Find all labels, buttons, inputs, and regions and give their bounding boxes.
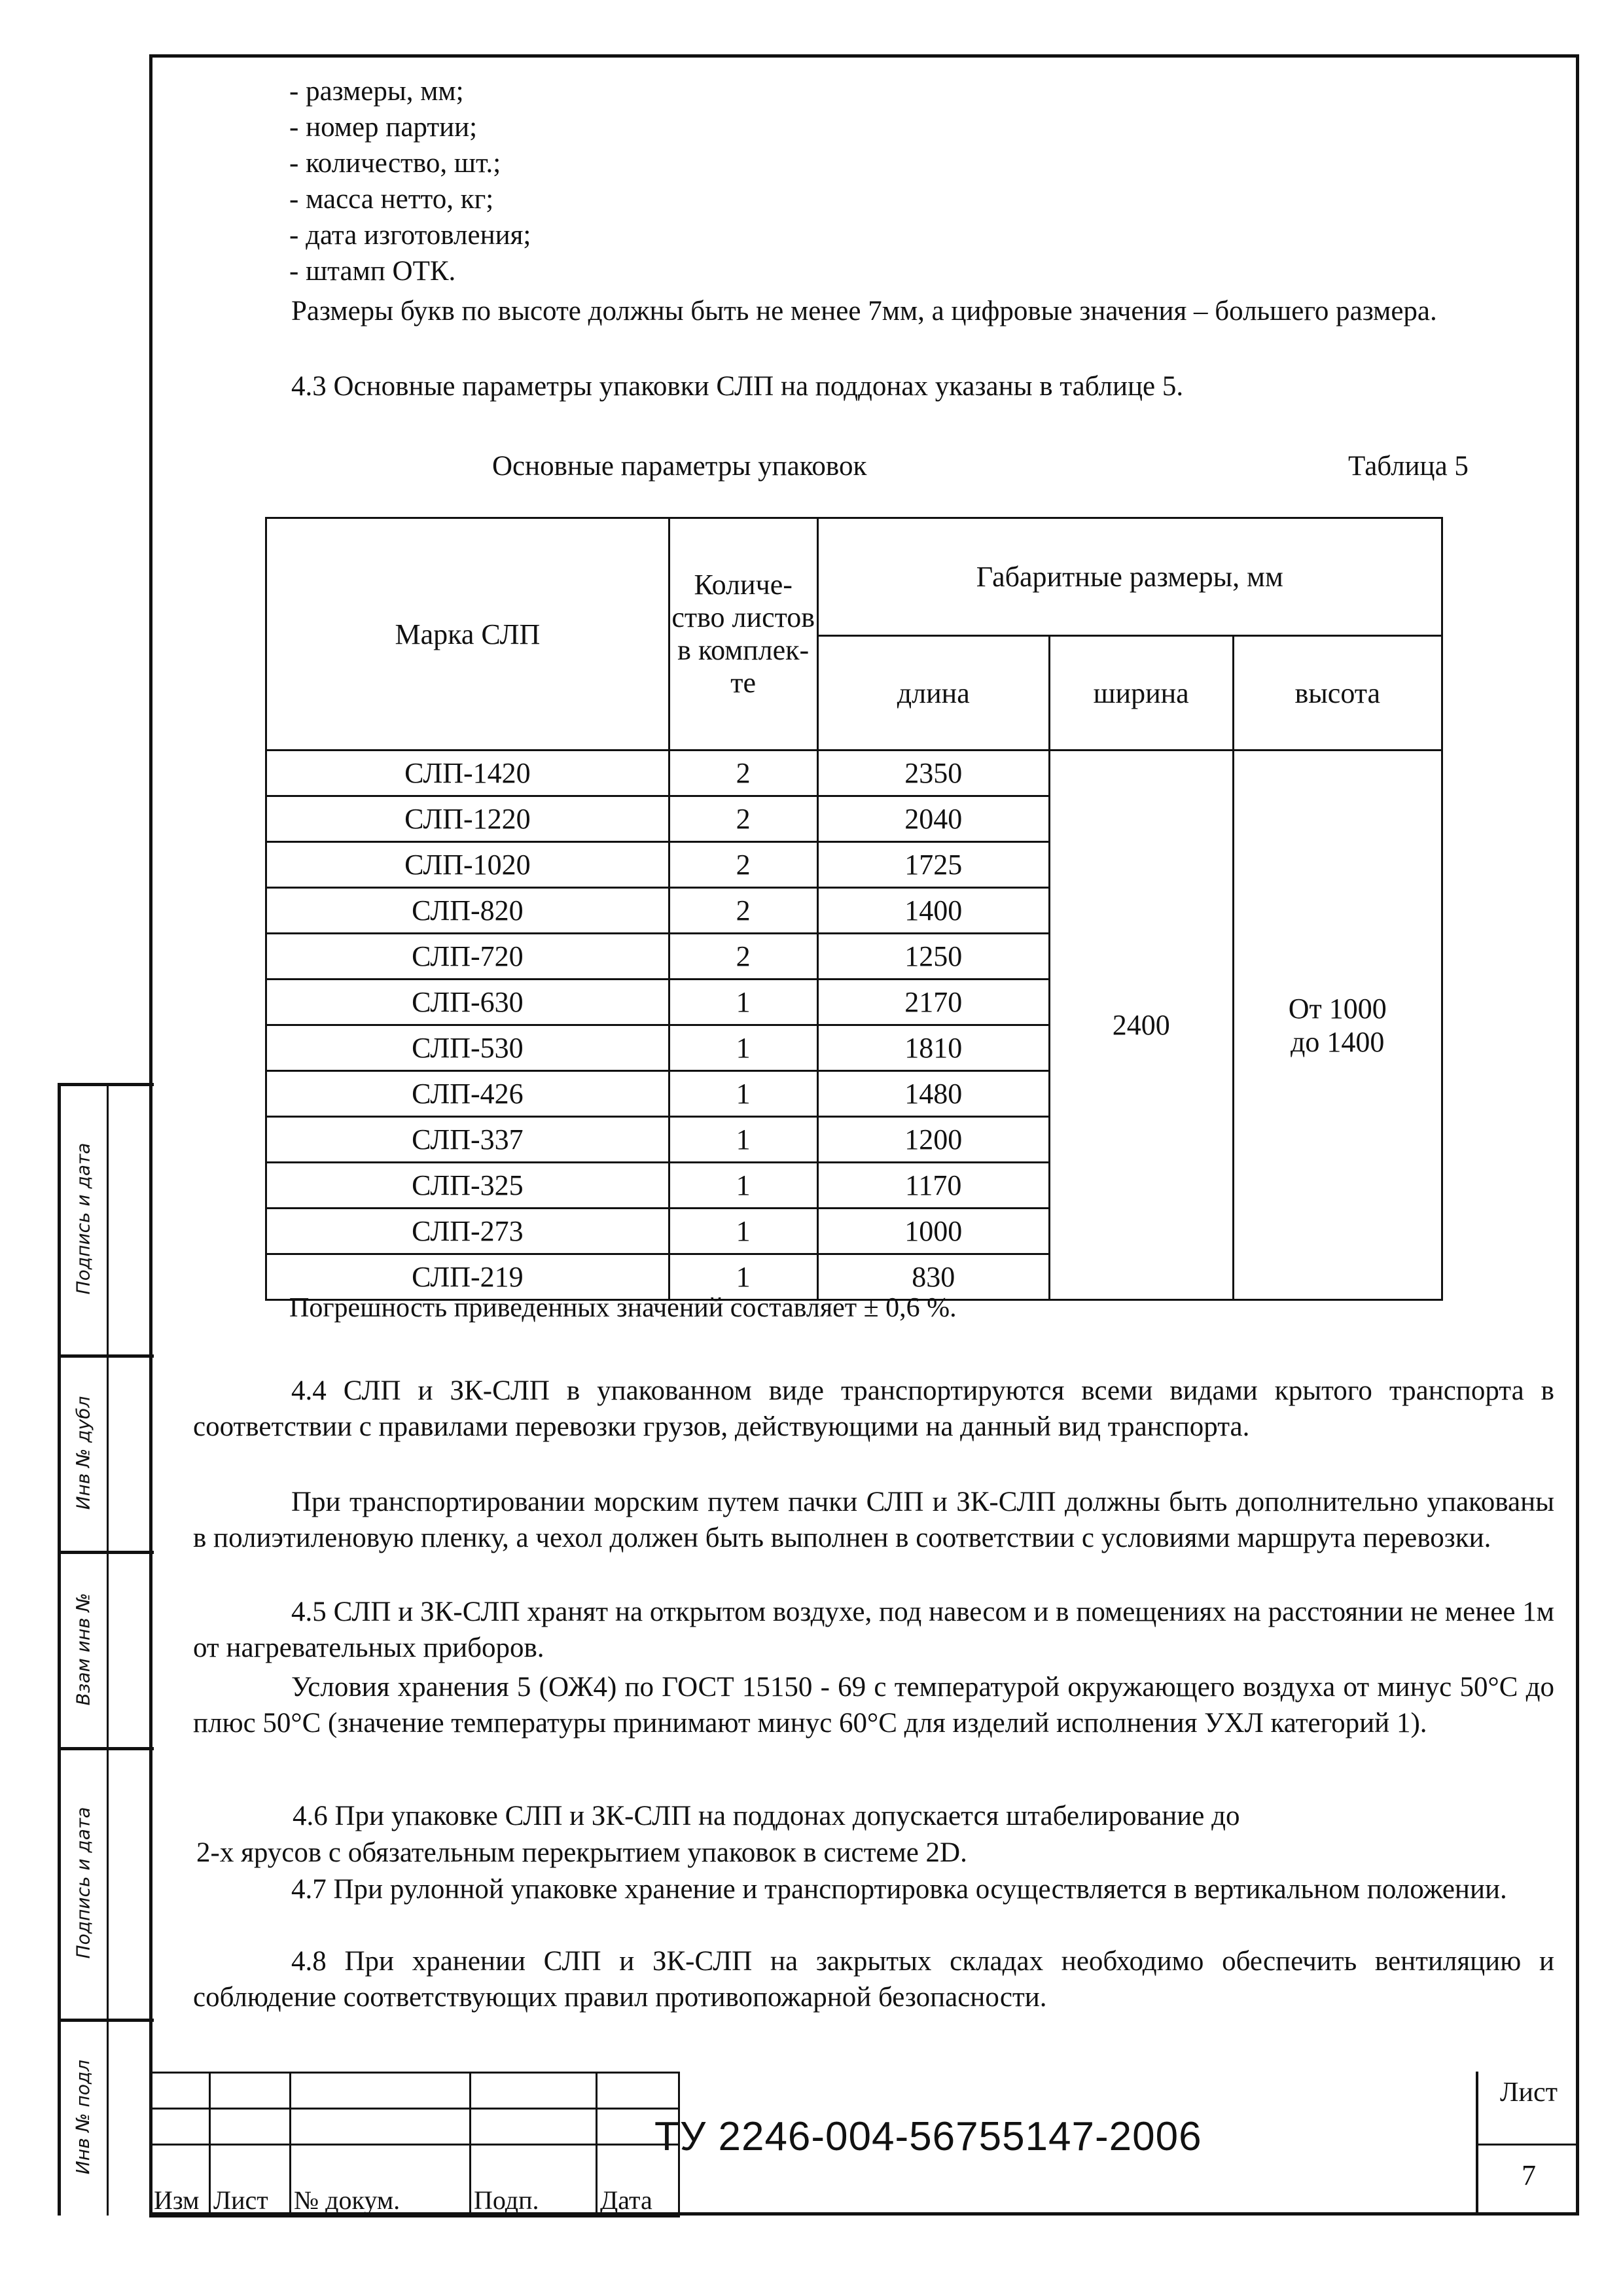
cell-mark: СЛП-720 — [266, 934, 669, 980]
cell-mark: СЛП-1220 — [266, 796, 669, 842]
side-label-sign-date-2: Подпись и дата — [72, 1807, 94, 1959]
stamp-sign: Подп. — [471, 2145, 597, 2217]
side-label-sign-date-1: Подпись и дата — [72, 1142, 94, 1295]
cell-length: 1400 — [817, 888, 1049, 934]
cell-width-merged: 2400 — [1049, 751, 1233, 1300]
cell-qty: 2 — [669, 842, 817, 888]
cell-qty: 1 — [669, 980, 817, 1025]
cell-length: 1000 — [817, 1209, 1049, 1254]
note-error: Погрешность приведенных значений составляет ± 0,6 %. — [289, 1293, 957, 1323]
paragraph-letters: Размеры букв по высоте должны быть не менее 7мм, а цифровые значения – большего размера. — [291, 296, 1437, 327]
cell-mark: СЛП-820 — [266, 888, 669, 934]
cell-qty: 2 — [669, 796, 817, 842]
cell-length: 830 — [817, 1254, 1049, 1300]
list-item: - размеры, мм; — [289, 76, 464, 107]
cell-qty: 1 — [669, 1025, 817, 1071]
col-header-length: длина — [817, 636, 1049, 751]
col-header-width: ширина — [1049, 636, 1233, 751]
cell-qty: 2 — [669, 751, 817, 796]
side-stamp-column — [58, 1083, 151, 2216]
list-item: - штамп ОТК. — [289, 256, 456, 287]
packaging-table — [265, 517, 1443, 1301]
stamp-izm: Изм — [151, 2145, 210, 2217]
cell-mark: СЛП-630 — [266, 980, 669, 1025]
paragraph-4-7: 4.7 При рулонной упаковке хранение и транспортировка осуществляется в вертикальном положении. — [291, 1874, 1507, 1905]
paragraph-4-5: 4.5 СЛП и ЗК-СЛП хранят на открытом воздухе, под навесом и в помещениях на расстоянии не менее 1м от нагревательных приборов. — [193, 1597, 1554, 1663]
table-number: Таблица 5 — [1348, 451, 1469, 482]
cell-mark: СЛП-337 — [266, 1117, 669, 1163]
cell-length: 1480 — [817, 1071, 1049, 1117]
sheet-box — [1476, 2072, 1579, 2216]
cell-mark: СЛП-1420 — [266, 751, 669, 796]
paragraph-4-6-line-1: 4.6 При упаковке СЛП и ЗК-СЛП на поддонах допускается штабелирование до — [293, 1801, 1240, 1831]
cell-length: 2040 — [817, 796, 1049, 842]
height-value-line-2: до 1400 — [1291, 1025, 1385, 1058]
list-item: - количество, шт.; — [289, 148, 501, 179]
cell-mark: СЛП-530 — [266, 1025, 669, 1071]
cell-height-merged — [1233, 751, 1442, 1300]
cell-qty: 1 — [669, 1071, 817, 1117]
cell-qty: 1 — [669, 1163, 817, 1209]
height-value-line-1: От 1000 — [1288, 992, 1387, 1025]
cell-mark: СЛП-325 — [266, 1163, 669, 1209]
paragraph-sea-transport: При транспортировании морским путем пачки СЛП и ЗК-СЛП должны быть дополнительно упакованы в полиэтиленовую пленку, а чехол должен быть выполнен в соответствии с условиями маршрута перевозки. — [193, 1487, 1554, 1553]
stamp-list: Лист — [210, 2145, 291, 2217]
cell-length: 1810 — [817, 1025, 1049, 1071]
cell-mark: СЛП-219 — [266, 1254, 669, 1300]
cell-mark: СЛП-426 — [266, 1071, 669, 1117]
paragraph-4-8: 4.8 При хранении СЛП и ЗК-СЛП на закрытых складах необходимо обеспечить вентиляцию и соблюдение соответствующих правил противопожарной безопасности. — [193, 1946, 1554, 2013]
list-item: - номер партии; — [289, 112, 478, 143]
cell-qty: 1 — [669, 1254, 817, 1300]
cell-length: 2350 — [817, 751, 1049, 796]
cell-length: 1250 — [817, 934, 1049, 980]
side-label-orig-no: Инв № подл — [72, 2059, 94, 2174]
cell-length: 1725 — [817, 842, 1049, 888]
paragraph-4-3: 4.3 Основные параметры упаковки СЛП на поддонах указаны в таблице 5. — [291, 371, 1184, 402]
cell-length: 2170 — [817, 980, 1049, 1025]
side-label-dup-no: Инв № дубл — [72, 1396, 94, 1510]
paragraph-4-4: 4.4 СЛП и ЗК-СЛП в упакованном виде транспортируются всеми видами крытого транспорта в соответствии с правилами перевозки грузов, действующими на данный вид транспорта. — [193, 1375, 1554, 1442]
col-header-height: высота — [1233, 636, 1442, 751]
col-header-qty: Количе-ство листов в комплек-те — [669, 518, 817, 751]
cell-mark: СЛП-1020 — [266, 842, 669, 888]
cell-length: 1170 — [817, 1163, 1049, 1209]
stamp-date: Дата — [597, 2145, 679, 2217]
cell-mark: СЛП-273 — [266, 1209, 669, 1254]
col-header-dims: Габаритные размеры, мм — [817, 518, 1442, 636]
paragraph-4-6-line-2: 2-х ярусов с обязательным перекрытием упаковок в системе 2D. — [196, 1837, 967, 1868]
document-code: ТУ 2246-004-56755147-2006 — [654, 2114, 1202, 2159]
stamp-doc-no: № докум. — [291, 2145, 471, 2217]
sheet-label: Лист — [1500, 2077, 1558, 2108]
sheet-number: 7 — [1478, 2144, 1579, 2192]
side-label-replace-no: Взам инв № — [72, 1592, 94, 1706]
cell-qty: 1 — [669, 1117, 817, 1163]
col-header-mark: Марка СЛП — [266, 518, 669, 751]
cell-qty: 2 — [669, 888, 817, 934]
list-item: - масса нетто, кг; — [289, 184, 494, 215]
table-caption: Основные параметры упаковок — [492, 451, 867, 482]
paragraph-storage: Условия хранения 5 (ОЖ4) по ГОСТ 15150 - 69 с температурой окружающего воздуха от минус 50°С до плюс 50°С (значение температуры принимают минус 60°С для изделий исполнения УХЛ категорий 1). — [193, 1672, 1554, 1739]
cell-length: 1200 — [817, 1117, 1049, 1163]
cell-qty: 2 — [669, 934, 817, 980]
list-item: - дата изготовления; — [289, 220, 531, 251]
cell-qty: 1 — [669, 1209, 817, 1254]
